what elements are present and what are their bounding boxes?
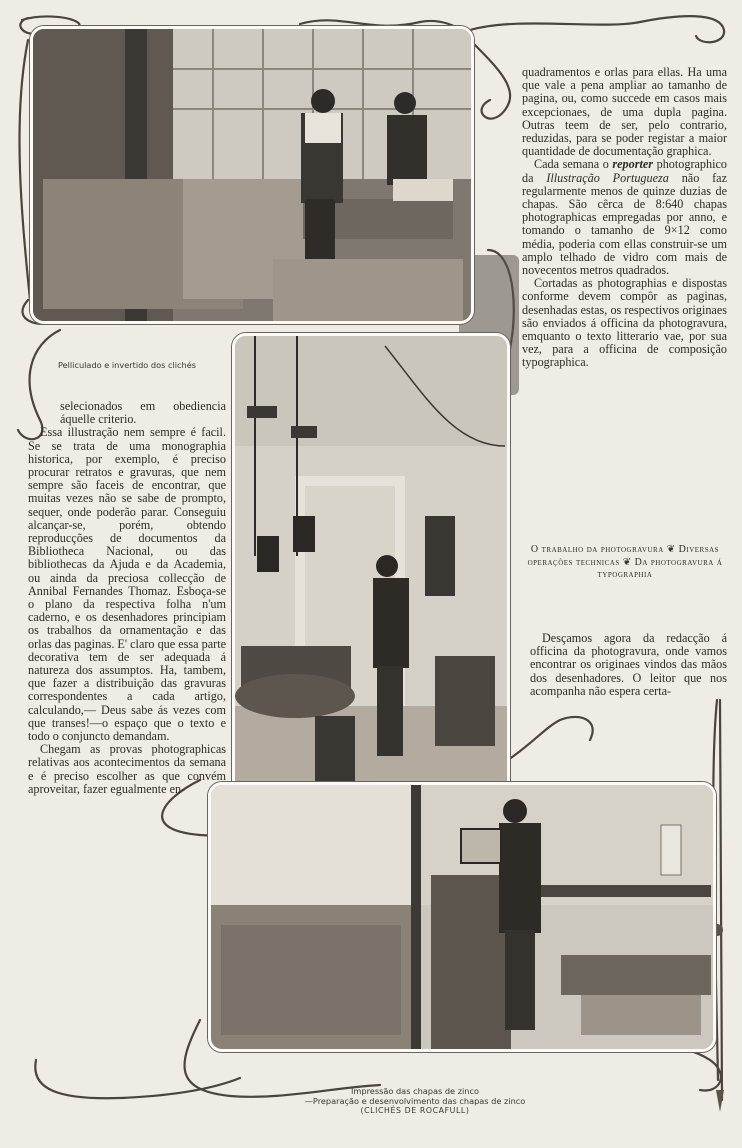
photo-credit: (CLICHÉS DE ROCAFULL)	[360, 1106, 470, 1115]
caption-line: Impressão das chapas de zinco	[351, 1086, 479, 1096]
paragraph: Desçamos agora da redacção á officina da photogravura, onde vamos encontrar os originaes vindos das mãos dos desenhadores. O leitor que nos acompanha não espera certa-	[530, 631, 727, 698]
photo-pelliculado	[30, 26, 474, 324]
photo-impressao	[232, 333, 510, 815]
right-column-lower-text	[530, 632, 727, 698]
caption-bottom	[250, 1086, 580, 1116]
paragraph: Cortadas as photographias e dispostas conforme devem compôr as paginas, desenhadas estas, os respectivos originaes são enviados á officina da photogravura, emquanto o texto litterario vae, por sua vez, para a officina de composição typographica.	[522, 276, 727, 370]
heading-part: O trabalho da photogravura	[530, 544, 664, 555]
heading-part: Da photogravura á typographia	[597, 556, 723, 580]
text-span: photographico da	[522, 157, 728, 185]
leaf-icon: ❦	[666, 544, 676, 555]
right-column-text	[522, 66, 727, 370]
left-column-text	[28, 400, 226, 796]
heading-part: Diversas operações technicas	[527, 544, 720, 568]
paragraph: Chegam as provas photographicas relativas aos acontecimentos da semana e é preciso escolher as que convém aproveitar, fazer egualmente en-	[28, 742, 226, 796]
paragraph: quadramentos e orlas para ellas. Ha uma que vale a pena ampliar ao tamanho de pagina, ou, como succede em casos mais excepcionaes, de uma dupla pagina. Outras teem de ser, pelo contrario, reduzidas, para se poder registar a maior quantidade de documentação graphica.	[522, 65, 727, 159]
section-heading	[522, 544, 728, 582]
caption-pelliculado: Pelliculado e invertido dos clichés	[57, 360, 197, 370]
paragraph: Essa illustração nem sempre é facil. Se se trata de uma monographia historica, por exemplo, é preciso procurar retratos e gravuras, que nem sempre são faceis de encontrar, que muitas vezes não se sabe de prompto, sequer, onde poderão parar. Conseguiu alcançar-se, porém, obtendo reproducções de documentos da Bibliotheca Nacional, ou das bibliothecas da Ajuda e da Academia, ou ainda da preciosa collecção de Annibal Fernandes Thomaz. Esboça-se o plano da respectiva folha n'um caderno, e os desenhadores principiam os trabalhos da ornamentação e das orlas das paginas. E' claro que essa parte decorativa tem de ser adequada á natureza dos assumptos. Ha, tambem, que fazer a distribuição das gravuras correspondentes a cada artigo, calculando,— Deus sabe ás vezes com que transes!—o espaço que o texto e todo o conjuncto demandam.	[28, 425, 226, 744]
photo-preparacao	[208, 782, 716, 1052]
paragraph-reporter	[522, 158, 727, 277]
caption-line: —Preparação e desenvolvimento das chapas de zinco	[304, 1096, 526, 1106]
leaf-icon: ❦	[622, 556, 632, 568]
text-span: Cada semana o	[534, 157, 613, 172]
text-span: não faz regularmente menos de quinze duzias de chapas. São cêrca de 8:640 chapas photographicas empregadas por anno, e tomando o tamanho de 9×12 como média, poderia com ellas construir-se um amplo telhado de vidro com mais de novecentos metros quadrados.	[522, 170, 727, 278]
reporter-word: reporter	[612, 157, 654, 172]
paragraph: selecionados em obediencia áquelle criterio.	[60, 399, 226, 427]
magazine-title: Illustração Portugueza	[546, 170, 669, 185]
